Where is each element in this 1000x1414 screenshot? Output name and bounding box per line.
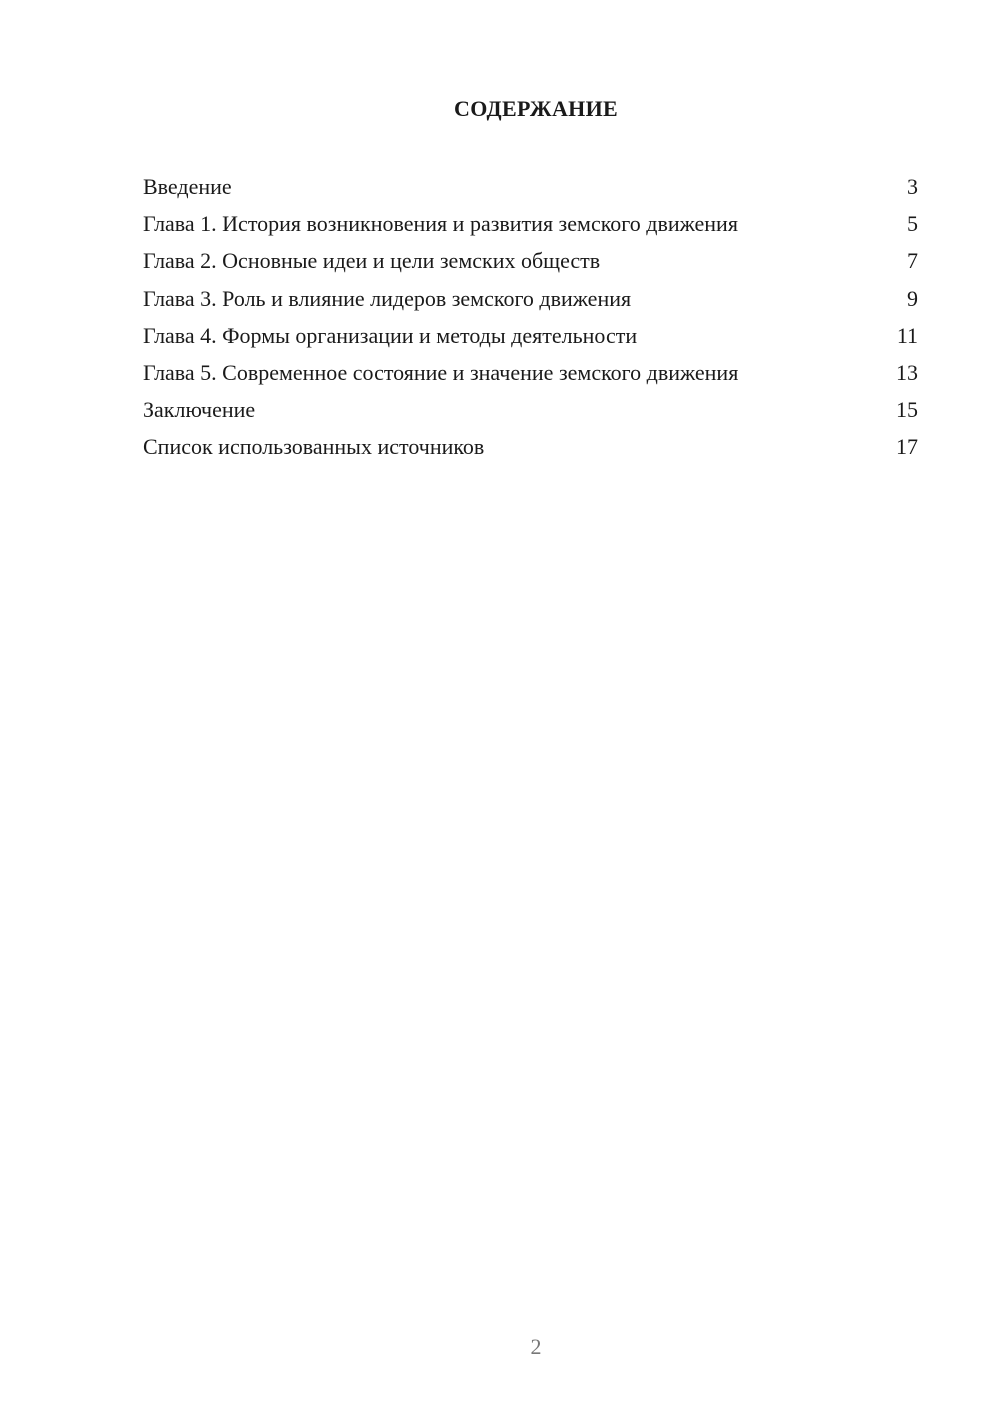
page-number: 2 <box>530 1334 542 1359</box>
toc-item-label: Глава 4. Формы организации и методы деятельности <box>143 322 638 348</box>
toc-item-chapter-1[interactable] <box>143 205 918 242</box>
toc-item-label: Глава 2. Основные идеи и цели земских обществ <box>143 248 601 274</box>
toc-item-page: 15 <box>896 397 918 423</box>
toc-item-label: Введение <box>143 174 232 199</box>
toc-item-label: Список использованных источников <box>143 434 485 460</box>
toc-item-page: 17 <box>896 434 918 460</box>
toc-item-label: Заключение <box>143 397 256 423</box>
toc-item-chapter-3[interactable] <box>143 280 918 317</box>
toc-item-chapter-5[interactable] <box>143 354 918 391</box>
toc-item-introduction[interactable] <box>143 168 918 205</box>
toc-item-label: Глава 1. История возникновения и развития земского движения <box>143 211 738 237</box>
toc-item-conclusion[interactable] <box>143 391 918 428</box>
toc-item-label: Глава 3. Роль и влияние лидеров земского движения <box>143 285 632 311</box>
toc-item-references[interactable] <box>143 428 918 465</box>
table-of-contents <box>143 168 918 466</box>
toc-item-chapter-2[interactable] <box>143 242 918 279</box>
toc-item-label: Глава 5. Современное состояние и значение земского движения <box>143 359 739 385</box>
toc-item-chapter-4[interactable] <box>143 317 918 354</box>
toc-item-page: 7 <box>907 248 918 274</box>
toc-item-page: 3 <box>907 174 918 199</box>
toc-item-page: 13 <box>896 359 918 385</box>
toc-item-page: 9 <box>907 285 918 311</box>
page-title: СОДЕРЖАНИЕ <box>454 96 618 121</box>
toc-item-page: 5 <box>907 211 918 237</box>
toc-item-page: 11 <box>896 322 918 348</box>
